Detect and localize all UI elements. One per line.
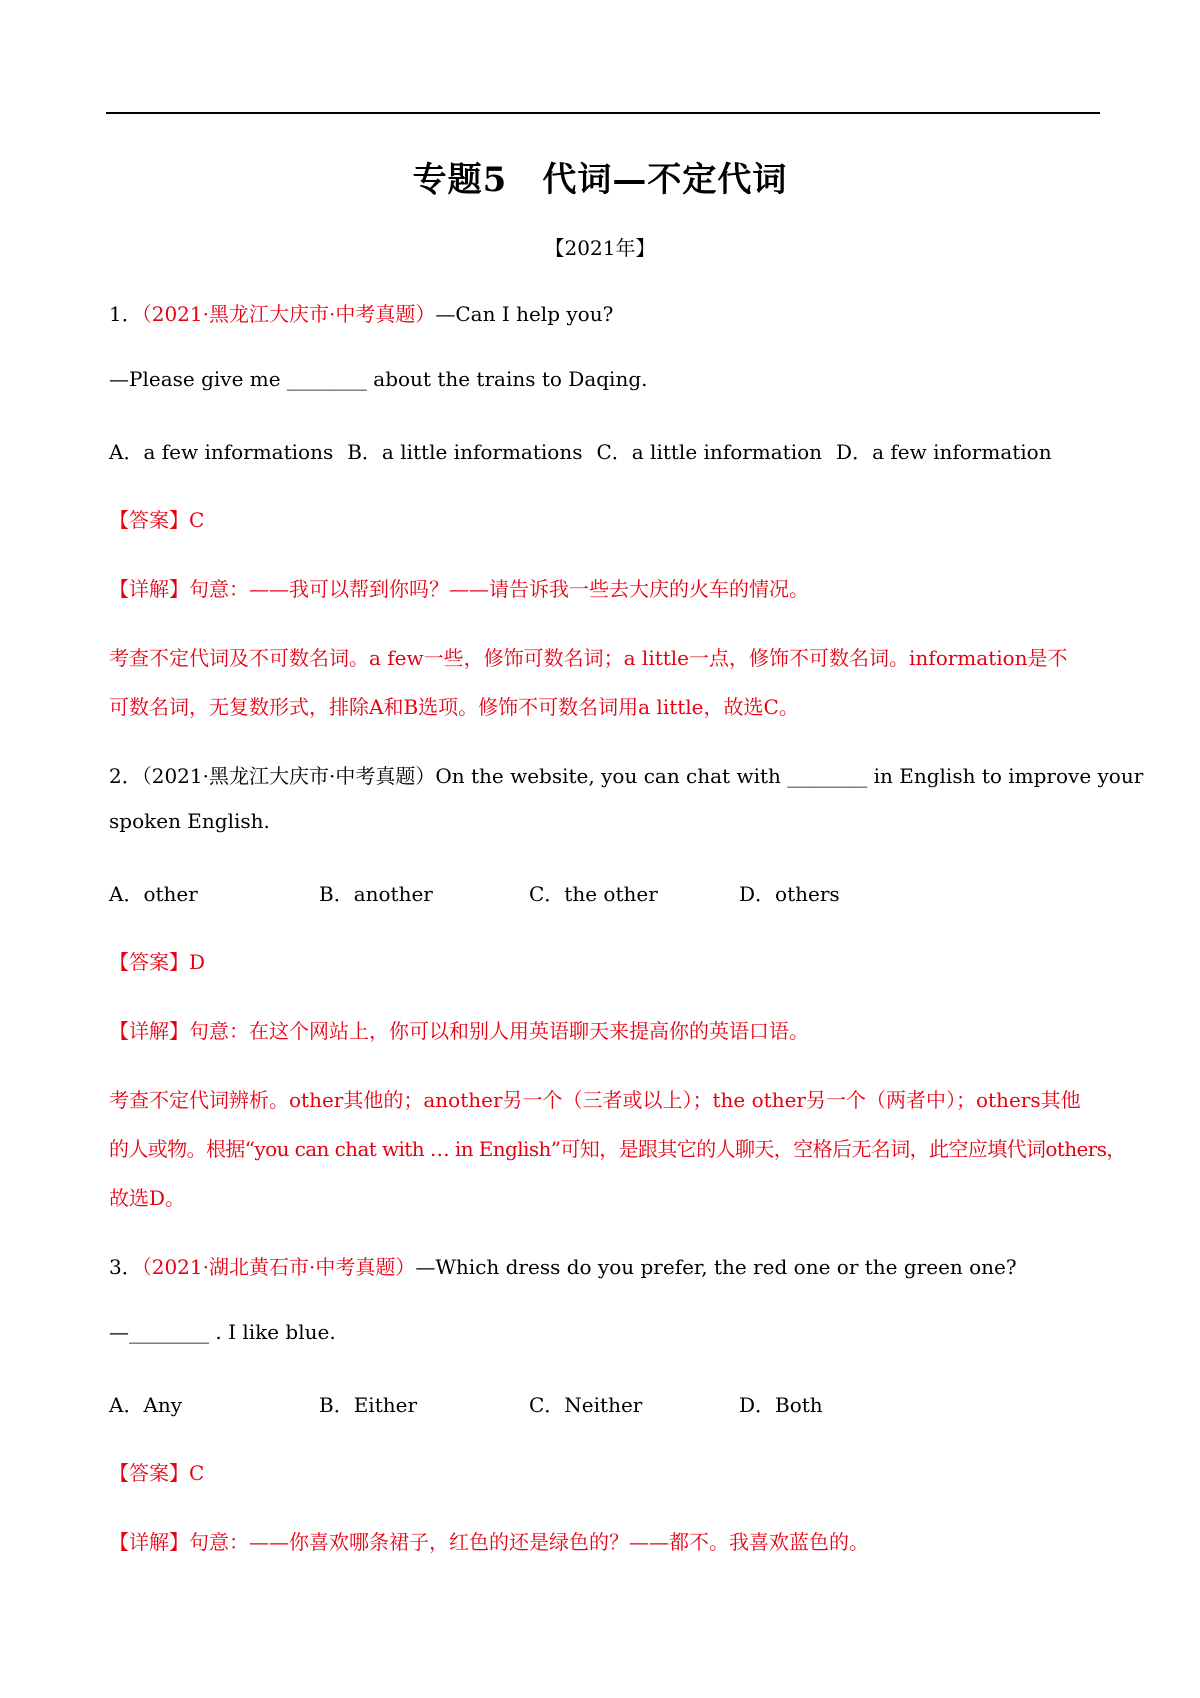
option-c: C．the other [529,882,658,906]
option-b: B．Either [319,1393,418,1417]
year-header: 【2021年】 [544,236,656,260]
option-c: C．Neither [529,1393,643,1417]
answer-value: C [189,1461,205,1485]
option-a: A．other [109,882,198,906]
option-b: B．a little informations [347,440,583,464]
option-b: B．another [319,882,433,906]
question-2-detail [109,1015,809,1044]
question-source: （2021·黑龙江大庆市·中考真题） [141,764,436,788]
option-d: D．a few information [836,440,1052,464]
question-text: —Can I help you? [435,302,614,326]
answer-value: D [189,950,206,974]
answer-tag: 【答案】 [109,1461,189,1485]
question-2-analysis-line1: 考查不定代词辨析。other其他的；another另一个（三者或以上）；the other另一个（两者中）；others其他 [109,1088,1081,1112]
question-number: 1． [109,302,142,326]
detail-text: 句意：——我可以帮到你吗？——请告诉我一些去大庆的火车的情况。 [189,577,809,601]
question-1-stem [109,298,613,327]
detail-tag: 【详解】 [109,1019,189,1043]
question-source: （2021·黑龙江大庆市·中考真题） [141,302,436,326]
question-1-detail [109,573,809,602]
question-1-answer [109,504,204,533]
question-number: 2． [109,764,142,788]
question-text: —Which dress do you prefer, the red one or the green one? [415,1255,1017,1279]
option-a: A．Any [109,1393,183,1417]
question-1-line2: —Please give me ________ about the trains to Daqing. [109,367,648,391]
answer-value: C [189,508,205,532]
question-3-line2: —________ . I like blue. [109,1320,336,1344]
question-3-options [109,1389,949,1418]
question-2-stem [109,760,1143,789]
detail-text: 句意：——你喜欢哪条裙子，红色的还是绿色的？——都不。我喜欢蓝色的。 [189,1530,869,1554]
detail-text: 句意：在这个网站上，你可以和别人用英语聊天来提高你的英语口语。 [189,1019,809,1043]
header-rule [106,112,1100,114]
question-number: 3． [109,1255,142,1279]
question-3-detail [109,1526,869,1555]
answer-tag: 【答案】 [109,950,189,974]
question-2-options [109,878,949,907]
question-2-analysis-line3: 故选D。 [109,1186,186,1210]
option-a: A．a few informations [109,440,334,464]
question-2-answer [109,946,205,975]
question-1-analysis-line2: 可数名词，无复数形式，排除A和B选项。修饰不可数名词用a little，故选C。 [109,695,799,719]
question-1-options [109,436,1052,465]
option-c: C．a little information [596,440,823,464]
question-source: （2021·湖北黄石市·中考真题） [141,1255,416,1279]
page-title: 专题5 代词—不定代词 [412,160,788,200]
answer-tag: 【答案】 [109,508,189,532]
question-1-analysis-line1: 考查不定代词及不可数名词。a few一些，修饰可数名词；a little一点，修饰不可数名词。information是不 [109,646,1068,670]
question-3-answer [109,1457,204,1486]
option-d: D．Both [739,1393,823,1417]
detail-tag: 【详解】 [109,1530,189,1554]
question-2-line2: spoken English. [109,809,270,833]
question-2-analysis-line2: 的人或物。根据“you can chat with … in English”可知，是跟其它的人聊天，空格后无名词，此空应填代词others， [109,1137,1126,1161]
question-3-stem [109,1251,1017,1280]
question-text: On the website, you can chat with ________ in English to improve your [435,764,1144,788]
detail-tag: 【详解】 [109,577,189,601]
option-d: D．others [739,882,840,906]
